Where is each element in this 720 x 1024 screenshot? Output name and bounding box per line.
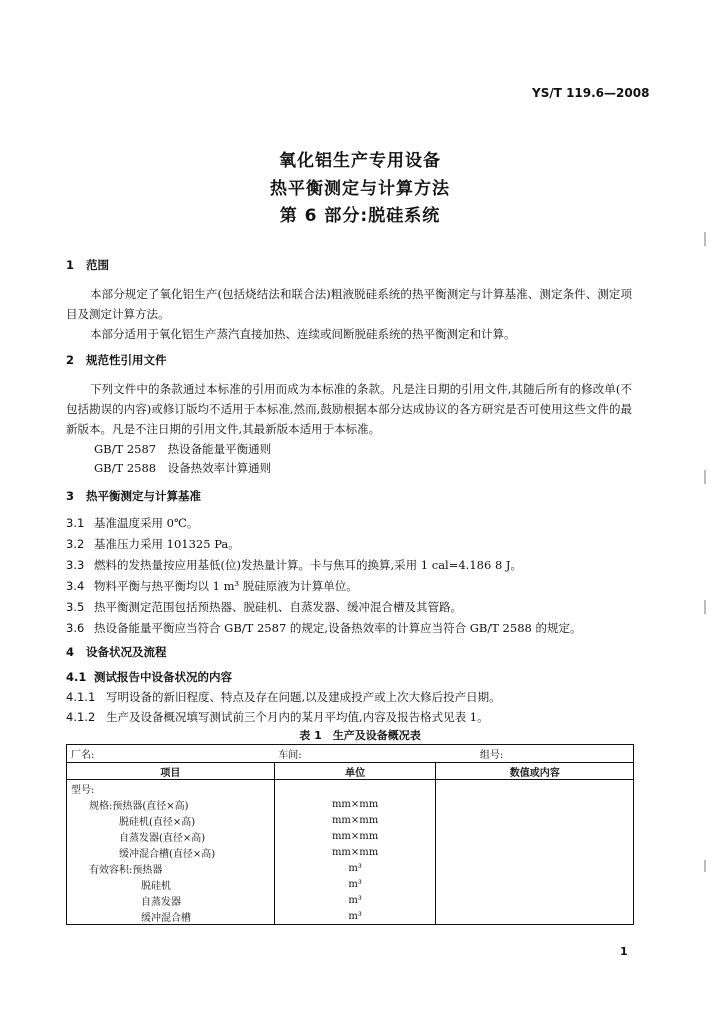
clause-4-1-2: 4.1.2 生产及设备概况填写测试前三个月内的某月平均值,内容及报告格式见表 1。: [66, 710, 489, 724]
table-row: 脱硅机(直径×高) mm×mm: [67, 812, 634, 828]
scan-edge-mark: [704, 470, 706, 484]
section-1-number: 1: [66, 258, 75, 272]
group-label: 组号:: [436, 745, 634, 763]
table-row: 自蒸发器 m³: [67, 892, 634, 908]
table-meta-row: [67, 745, 634, 763]
section-4-number: 4: [66, 645, 75, 659]
reference-gb-2587: GB/T 2587 热设备能量平衡通则: [94, 442, 272, 456]
factory-label: 厂名:: [67, 745, 275, 763]
section-1-title: 范围: [86, 258, 109, 272]
section-4-1-title: 测试报告中设备状况的内容: [94, 670, 232, 684]
title-line-2: 热平衡测定与计算方法: [270, 179, 450, 199]
scan-edge-mark: [704, 860, 706, 872]
table-row: 型号:: [67, 780, 634, 797]
section-4-heading: [66, 644, 167, 660]
section-4-title: 设备状况及流程: [86, 645, 167, 659]
section-4-1-number: 4.1: [66, 670, 87, 684]
section-2-number: 2: [66, 353, 75, 367]
table-row: 自蒸发器(直径×高) mm×mm: [67, 828, 634, 844]
section-3-number: 3: [66, 489, 75, 503]
clause-3-3: 3.3 燃料的发热量按应用基低(位)发热量计算。卡与焦耳的换算,采用 1 cal=4.186 8 J。: [66, 558, 523, 572]
workshop-label: 车间:: [274, 745, 436, 763]
table-1: [66, 744, 634, 925]
table-row: 规格:预热器(直径×高) mm×mm: [67, 796, 634, 812]
table-row: 有效容积:预热器 m³: [67, 860, 634, 876]
page-number: 1: [620, 945, 628, 958]
clause-3-1: 3.1 基准温度采用 0℃。: [66, 516, 199, 530]
clause-3-6: 3.6 热设备能量平衡应当符合 GB/T 2587 的规定,设备热效率的计算应当符合 GB/T 2588 的规定。: [66, 621, 582, 635]
section-4-1-heading: [66, 669, 232, 685]
section-1-heading: [66, 257, 109, 273]
header-unit: 单位: [274, 763, 436, 780]
standard-code: YS/T 119.6—2008: [532, 86, 650, 100]
table-row: 缓冲混合槽(直径×高) mm×mm: [67, 844, 634, 860]
section-2-heading: [66, 352, 167, 368]
clause-3-5: 3.5 热平衡测定范围包括预热器、脱硅机、自蒸发器、缓冲混合槽及其管路。: [66, 600, 462, 614]
clause-3-4: 3.4 物料平衡与热平衡均以 1 m³ 脱硅原液为计算单位。: [66, 579, 358, 593]
title-line-3: 第 6 部分:脱硅系统: [279, 206, 441, 226]
table-row: 缓冲混合槽 m³: [67, 908, 634, 925]
clause-3-2: 3.2 基准压力采用 101325 Pa。: [66, 537, 240, 551]
header-value: 数值或内容: [436, 763, 634, 780]
section-3-heading: [66, 488, 201, 504]
scan-edge-mark: [704, 600, 706, 614]
scan-edge-mark: [704, 232, 706, 246]
section-3-title: 热平衡测定与计算基准: [86, 489, 201, 503]
clause-4-1-1: 4.1.1 写明设备的新旧程度、特点及存在问题,以及建成投产或上次大修后投产日期。: [66, 690, 501, 704]
section-1-paragraph-2: 本部分适用于氧化铝生产蒸汽直接加热、连续或间断脱硅系统的热平衡测定和计算。: [90, 327, 516, 341]
reference-gb-2588: GB/T 2588 设备热效率计算通则: [94, 461, 272, 475]
table-header-row: [67, 763, 634, 780]
section-1-paragraph-1: 本部分规定了氧化铝生产(包括烧结法和联合法)粗液脱硅系统的热平衡测定与计算基准、测定条件、测定项目及测定计算方法。: [66, 287, 632, 321]
section-2-title: 规范性引用文件: [86, 353, 167, 367]
title-line-1: 氧化铝生产专用设备: [279, 151, 441, 171]
header-item: 项目: [67, 763, 275, 780]
section-2-paragraph-1: 下列文件中的条款通过本标准的引用而成为本标准的条款。凡是注日期的引用文件,其随后所有的修改单(不包括勘误的内容)或修订版均不适用于本标准,然而,鼓励根据本部分达成协议的各方研究是否可使用这些文件的最新版本。凡是不注日期的引用文件,其最新版本适用于本标准。: [66, 382, 632, 436]
table-1-caption: 表 1 生产及设备概况表: [299, 729, 421, 742]
table-row: 脱硅机 m³: [67, 876, 634, 892]
